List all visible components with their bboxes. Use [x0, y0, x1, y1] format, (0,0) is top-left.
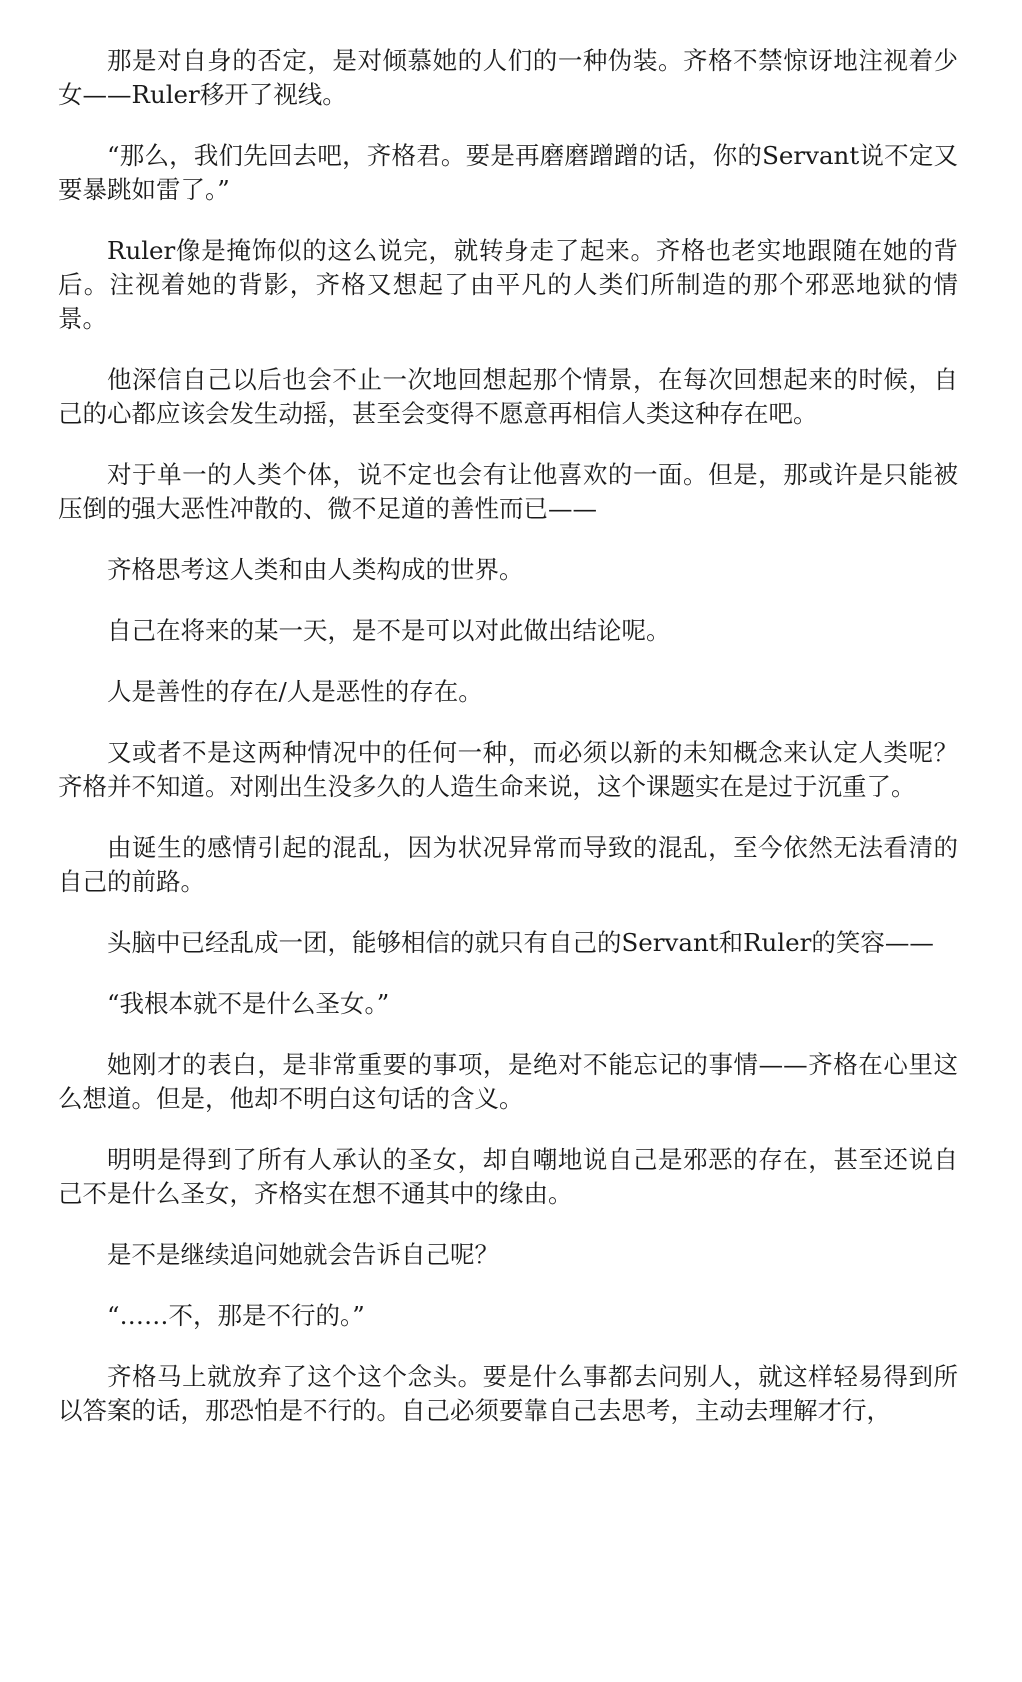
paragraph: 对于单一的人类个体，说不定也会有让他喜欢的一面。但是，那或许是只能被压倒的强大恶性冲散的、微不足道的善性而已—— [58, 460, 958, 523]
paragraph: “……不，那是不行的。” [107, 1301, 365, 1330]
paragraph: 那是对自身的否定，是对倾慕她的人们的一种伪装。齐格不禁惊讶地注视着少女——Ruler移开了视线。 [58, 46, 958, 109]
paragraph: “那么，我们先回去吧，齐格君。要是再磨磨蹭蹭的话，你的Servant说不定又要暴跳如雷了。” [58, 141, 958, 204]
paragraph: 他深信自己以后也会不止一次地回想起那个情景，在每次回想起来的时候，自己的心都应该会发生动摇，甚至会变得不愿意再相信人类这种存在吧。 [58, 365, 958, 428]
paragraph: 人是善性的存在/人是恶性的存在。 [107, 677, 483, 706]
paragraph: Ruler像是掩饰似的这么说完，就转身走了起来。齐格也老实地跟随在她的背后。注视着她的背影，齐格又想起了由平凡的人类们所制造的那个邪恶地狱的情景。 [58, 236, 958, 333]
paragraph: 齐格思考这人类和由人类构成的世界。 [107, 555, 524, 584]
paragraph: 又或者不是这两种情况中的任何一种，而必须以新的未知概念来认定人类呢？齐格并不知道。对刚出生没多久的人造生命来说，这个课题实在是过于沉重了。 [58, 738, 958, 801]
document-page [58, 44, 958, 1428]
paragraph: 她刚才的表白，是非常重要的事项，是绝对不能忘记的事情——齐格在心里这么想道。但是，他却不明白这句话的含义。 [58, 1050, 958, 1113]
paragraph: 齐格马上就放弃了这个这个念头。要是什么事都去问别人，就这样轻易得到所以答案的话，那恐怕是不行的。自己必须要靠自己去思考，主动去理解才行， [58, 1362, 958, 1425]
paragraph: 头脑中已经乱成一团，能够相信的就只有自己的Servant和Ruler的笑容—— [107, 928, 934, 957]
paragraph: 由诞生的感情引起的混乱，因为状况异常而导致的混乱，至今依然无法看清的自己的前路。 [58, 833, 958, 896]
paragraph: 自己在将来的某一天，是不是可以对此做出结论呢。 [107, 616, 671, 645]
paragraph: “我根本就不是什么圣女。” [107, 989, 390, 1018]
paragraph: 明明是得到了所有人承认的圣女，却自嘲地说自己是邪恶的存在，甚至还说自己不是什么圣女，齐格实在想不通其中的缘由。 [58, 1145, 958, 1208]
paragraph: 是不是继续追问她就会告诉自己呢？ [107, 1240, 499, 1269]
